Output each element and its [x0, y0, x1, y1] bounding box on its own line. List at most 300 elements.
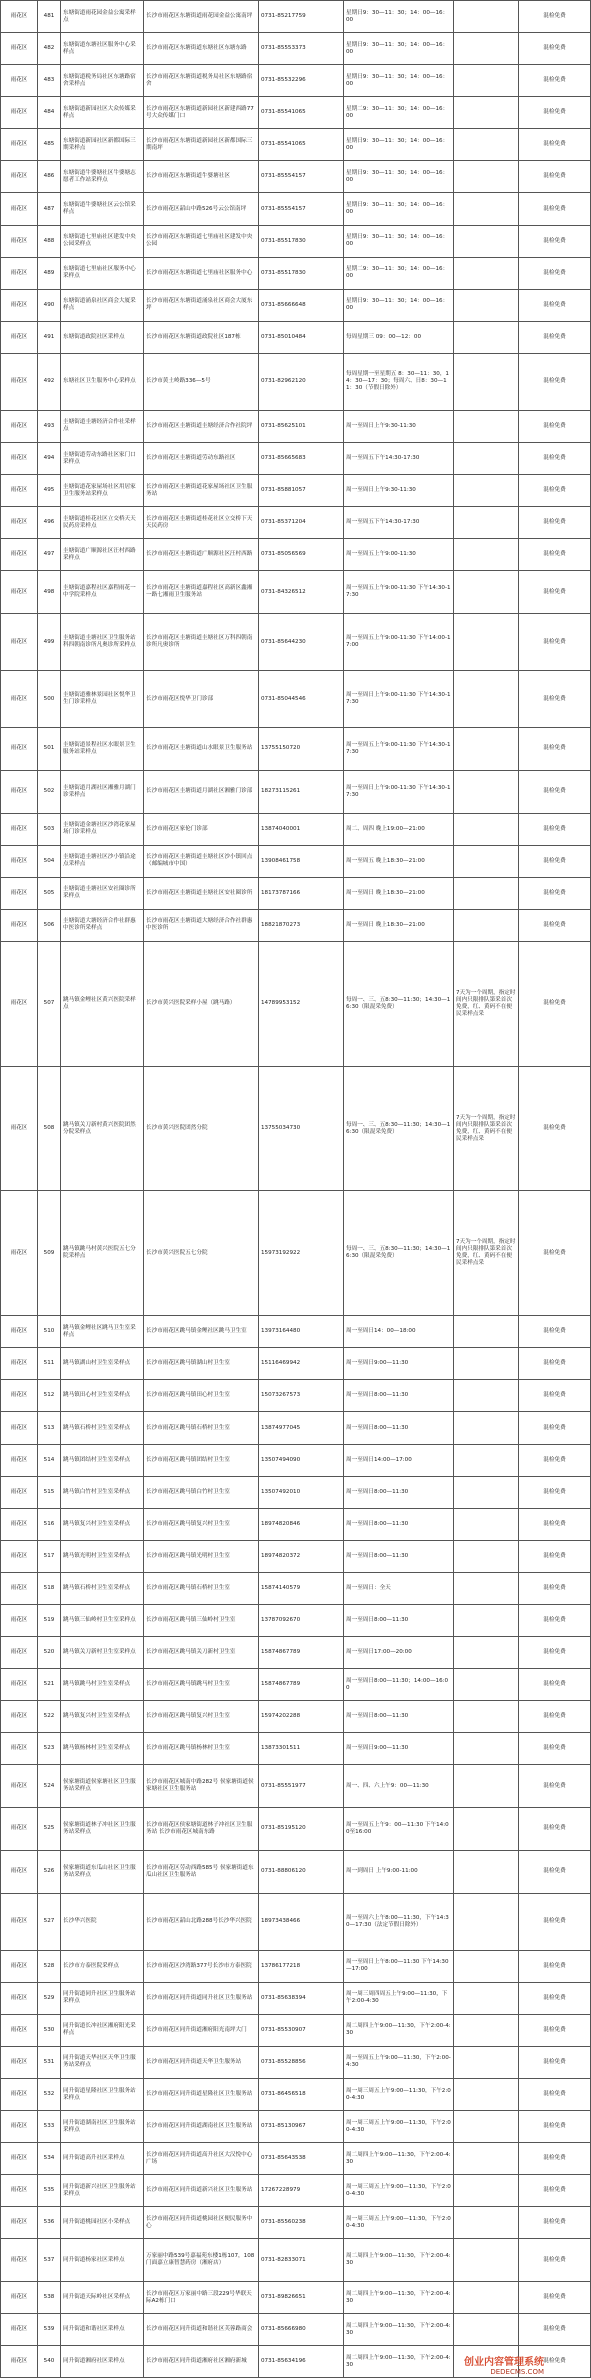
site-name-cell: 跳马镇石桥村卫生室采样点 [61, 1572, 144, 1604]
site-name-cell: 跳马镇关刀新村黄兴医院团然分院采样点 [61, 1066, 144, 1191]
site-name-cell: 东塘街道牛婆塘社区云公馆采样点 [61, 193, 144, 225]
phone-cell: 0731-85130967 [259, 2111, 344, 2143]
address-cell: 长沙市雨花区同升街道湘府阳光南坪大门 [144, 2014, 259, 2046]
number-cell: 497 [38, 539, 61, 571]
address-cell: 长沙市雨花区跳马镇关刀新村卫生室 [144, 1637, 259, 1669]
fee-cell: 混检免费 [519, 2314, 591, 2346]
note-cell [454, 728, 519, 771]
phone-cell: 0731-85541065 [259, 97, 344, 129]
table-row [1, 257, 591, 289]
table-row [1, 1508, 591, 1540]
phone-cell: 0731-85634196 [259, 2346, 344, 2378]
phone-cell: 0731-85644230 [259, 614, 344, 671]
hours-cell: 星期日9：30—11：30；14：00—16：00 [344, 33, 454, 65]
phone-cell: 13874977045 [259, 1412, 344, 1444]
number-cell: 529 [38, 1982, 61, 2014]
hours-cell: 周一至周五上午9:00-11:30 [344, 539, 454, 571]
site-name-cell: 侯家塘街道东瓜山社区卫生服务站采样点 [61, 1850, 144, 1893]
fee-cell: 混检免费 [519, 2046, 591, 2078]
note-cell [454, 2111, 519, 2143]
phone-cell: 0731-85541065 [259, 129, 344, 161]
phone-cell: 0731-85195120 [259, 1808, 344, 1851]
fee-cell: 混检免费 [519, 353, 591, 410]
note-cell [454, 2014, 519, 2046]
table-row [1, 353, 591, 410]
table-row [1, 770, 591, 813]
address-cell: 长沙市雨花区同升街道新兴社区卫生服务站 [144, 2175, 259, 2207]
hours-cell: 周一至周日8:00—11:30 [344, 1412, 454, 1444]
fee-cell: 混检免费 [519, 1808, 591, 1851]
number-cell: 514 [38, 1444, 61, 1476]
phone-cell: 13786177218 [259, 1950, 344, 1982]
number-cell: 520 [38, 1637, 61, 1669]
site-name-cell: 东塘街道涌泉社区商会大厦采样点 [61, 289, 144, 321]
table-row [1, 2014, 591, 2046]
number-cell: 524 [38, 1765, 61, 1808]
table-row [1, 1808, 591, 1851]
fee-cell: 混检免费 [519, 289, 591, 321]
site-name-cell: 同升街道湖南社区卫生服务站采样点 [61, 2111, 144, 2143]
district-cell: 雨花区 [1, 1604, 38, 1636]
district-cell: 雨花区 [1, 65, 38, 97]
district-cell: 雨花区 [1, 33, 38, 65]
site-name-cell: 圭塘街道圭塘经济合作社采样点 [61, 410, 144, 442]
site-name-cell: 侯家塘街道林子冲社区卫生服务站采样点 [61, 1808, 144, 1851]
note-cell [454, 1950, 519, 1982]
table-row [1, 1348, 591, 1380]
note-cell [454, 1765, 519, 1808]
district-cell: 雨花区 [1, 1893, 38, 1950]
district-cell: 雨花区 [1, 2175, 38, 2207]
fee-cell: 混检免费 [519, 225, 591, 257]
site-name-cell: 东塘街道税务局社区东塘路宿舍采样点 [61, 65, 144, 97]
phone-cell: 15874867789 [259, 1669, 344, 1701]
table-row [1, 1604, 591, 1636]
hours-cell: 周二周四上午9:00—11:30，下午2:00-4:30 [344, 2346, 454, 2378]
hours-cell: 星期日9：30—11：30；14：00—16：00 [344, 65, 454, 97]
fee-cell: 混检免费 [519, 129, 591, 161]
fee-cell: 混检免费 [519, 813, 591, 845]
site-name-cell: 东塘街道牛婆塘社区牛婆塘志愿者工作站采样点 [61, 161, 144, 193]
number-cell: 534 [38, 2143, 61, 2175]
address-cell: 长沙市雨花区同升街道高升社区大汉悦中心广场 [144, 2143, 259, 2175]
hours-cell: 周一到周日 上午9:00-11:00 [344, 1850, 454, 1893]
number-cell: 486 [38, 161, 61, 193]
note-cell [454, 2282, 519, 2314]
site-name-cell: 东塘街道新园社区大众传媒采样点 [61, 97, 144, 129]
phone-cell: 0731-85044546 [259, 671, 344, 728]
table-row [1, 1191, 591, 1316]
table-row [1, 97, 591, 129]
phone-cell: 13755034730 [259, 1066, 344, 1191]
note-cell [454, 1669, 519, 1701]
district-cell: 雨花区 [1, 1191, 38, 1316]
watermark-logo [464, 2353, 544, 2376]
note-cell: 7天为一个周期，指定时间内只限排队第采首次免费，红、黄码不在便民采样点采 [454, 1066, 519, 1191]
hours-cell: 周二周四上午9:00—11:30，下午2:00-4:30 [344, 2014, 454, 2046]
hours-cell: 星期日9：30—11：30；14：00—16：00 [344, 289, 454, 321]
fee-cell: 混检免费 [519, 941, 591, 1066]
fee-cell: 混检免费 [519, 2239, 591, 2282]
address-cell: 长沙市雨花区劳动西路585号 侯家塘街道东瓜山社区卫生服务站 [144, 1850, 259, 1893]
address-cell: 长沙市雨花区东塘街道雨花园金益公寓南坪 [144, 1, 259, 33]
site-name-cell: 东塘街道政院社区采样点 [61, 321, 144, 353]
number-cell: 483 [38, 65, 61, 97]
number-cell: 536 [38, 2207, 61, 2239]
address-cell: 长沙市雨花区东塘街道新园社区新建西路77号大众传媒门口 [144, 97, 259, 129]
site-name-cell: 圭塘街道金塘社区沙湾花家屋场门诊采样点 [61, 813, 144, 845]
note-cell [454, 1540, 519, 1572]
address-cell: 长沙市黄兴医院团然分院 [144, 1066, 259, 1191]
site-name-cell: 圭塘街道圭塘社区沙小镇沿途点采样点 [61, 845, 144, 877]
note-cell [454, 1604, 519, 1636]
district-cell: 雨花区 [1, 442, 38, 474]
hours-cell: 周一至周日 晚上18:30—21:00 [344, 877, 454, 909]
fee-cell: 混检免费 [519, 770, 591, 813]
number-cell: 540 [38, 2346, 61, 2378]
hours-cell: 每周一、三、五8:30—11:30；14:30—16:30（限混采免费） [344, 941, 454, 1066]
address-cell: 长沙市雨花区同升街道天华卫生服务站 [144, 2046, 259, 2078]
note-cell [454, 1, 519, 33]
address-cell: 万家丽中路539号嘉福苑东楼1栋107，108门面嘉立康智慧药房（湘府店） [144, 2239, 259, 2282]
district-cell: 雨花区 [1, 1476, 38, 1508]
table-row [1, 1316, 591, 1348]
hours-cell: 周一、四、六上午9：00—11:30 [344, 1765, 454, 1808]
number-cell: 521 [38, 1669, 61, 1701]
table-row [1, 1572, 591, 1604]
note-cell [454, 909, 519, 941]
phone-cell: 13874040001 [259, 813, 344, 845]
table-row [1, 2111, 591, 2143]
site-name-cell: 圭塘街道景程社区水眼景卫生服务站采样点 [61, 728, 144, 771]
address-cell: 长沙市雨花区圭塘街道圭塘社区沙小镇回点（邮编城市中国） [144, 845, 259, 877]
fee-cell: 混检免费 [519, 1982, 591, 2014]
site-name-cell: 东塘街道雨花园金益公寓采样点 [61, 1, 144, 33]
number-cell: 523 [38, 1733, 61, 1765]
hours-cell: 周二周四上午9:00—11:30，下午2:00-4:30 [344, 2314, 454, 2346]
table-row [1, 1850, 591, 1893]
table-row [1, 507, 591, 539]
number-cell: 511 [38, 1348, 61, 1380]
address-cell: 长沙市雨花区东塘街道七里庙社区建发中央公园 [144, 225, 259, 257]
address-cell: 长沙市雨花区圭塘街道月湖社区湘雅门诊部 [144, 770, 259, 813]
site-name-cell: 同升街道星隆社区卫生服务站采样点 [61, 2078, 144, 2110]
phone-cell: 0731-85666980 [259, 2314, 344, 2346]
hours-cell: 周一周三周五上午9:00—11:30，下午2:00-4:30 [344, 2078, 454, 2110]
site-name-cell: 跳马镇三仙岭村卫生室采样点 [61, 1604, 144, 1636]
phone-cell: 0731-85554157 [259, 193, 344, 225]
table-row [1, 1, 591, 33]
number-cell: 513 [38, 1412, 61, 1444]
note-cell [454, 1982, 519, 2014]
phone-cell: 13507492010 [259, 1476, 344, 1508]
district-cell: 雨花区 [1, 2282, 38, 2314]
site-name-cell: 跳马镇田心村卫生室采样点 [61, 1380, 144, 1412]
number-cell: 522 [38, 1701, 61, 1733]
address-cell: 长沙市雨花区圭塘街道花家屋场社区卫生服务站 [144, 475, 259, 507]
hours-cell: 周一周三周五上午9:00—11:30，下午2:00-4:30 [344, 2175, 454, 2207]
hours-cell: 周一至周日8:00—11:30 [344, 1508, 454, 1540]
district-cell: 雨花区 [1, 257, 38, 289]
phone-cell: 0731-85517830 [259, 225, 344, 257]
district-cell: 雨花区 [1, 1412, 38, 1444]
phone-cell: 0731-85553373 [259, 33, 344, 65]
table-row [1, 1733, 591, 1765]
address-cell: 长沙市雨花区跳马镇石桥村卫生室 [144, 1572, 259, 1604]
district-cell: 雨花区 [1, 1066, 38, 1191]
district-cell: 雨花区 [1, 2207, 38, 2239]
note-cell [454, 1572, 519, 1604]
site-name-cell: 圭塘街道花家屋场社区用居家卫生服务站采样点 [61, 475, 144, 507]
note-cell [454, 225, 519, 257]
fee-cell: 混检免费 [519, 507, 591, 539]
site-name-cell: 跳马镇跳马村黄兴医院五七分院采样点 [61, 1191, 144, 1316]
fee-cell: 混检免费 [519, 845, 591, 877]
table-row [1, 2282, 591, 2314]
note-cell [454, 1476, 519, 1508]
fee-cell: 混检免费 [519, 671, 591, 728]
table-row [1, 877, 591, 909]
hours-cell: 周二周四上午9:00—11:30，下午2:00-4:30 [344, 2143, 454, 2175]
fee-cell: 混检免费 [519, 909, 591, 941]
phone-cell: 0731-85530907 [259, 2014, 344, 2046]
hours-cell: 周一至周日：全天 [344, 1572, 454, 1604]
phone-cell: 15874140579 [259, 1572, 344, 1604]
site-name-cell: 跳马镇复兴村卫生室采样点 [61, 1508, 144, 1540]
table-row [1, 813, 591, 845]
fee-cell: 混检免费 [519, 193, 591, 225]
table-row [1, 1982, 591, 2014]
district-cell: 雨花区 [1, 614, 38, 671]
hours-cell: 周一至周日上午9:00-11:30 下午14:30-17:30 [344, 671, 454, 728]
site-name-cell: 圭塘街道嘉程社区嘉程雨花一中学院采样点 [61, 571, 144, 614]
table-row [1, 2314, 591, 2346]
address-cell: 长沙市雨花区家伦门诊部 [144, 813, 259, 845]
district-cell: 雨花区 [1, 2078, 38, 2110]
hours-cell: 周一至周日8:00—11:30；14:00—16:00 [344, 1669, 454, 1701]
number-cell: 488 [38, 225, 61, 257]
fee-cell: 混检免费 [519, 2175, 591, 2207]
address-cell: 长沙市雨花区跳马镇团结村卫生室 [144, 1444, 259, 1476]
fee-cell: 混检免费 [519, 65, 591, 97]
hours-cell: 每周一、三、五8:30—11:30；14:30—16:30（限混采免费） [344, 1066, 454, 1191]
phone-cell: 15974202288 [259, 1701, 344, 1733]
address-cell: 长沙市雨花区东塘街道涌泉社区商会大厦东坪 [144, 289, 259, 321]
fee-cell: 混检免费 [519, 97, 591, 129]
district-cell: 雨花区 [1, 2111, 38, 2143]
site-name-cell: 跳马镇关刀新村卫生室采样点 [61, 1637, 144, 1669]
note-cell [454, 2239, 519, 2282]
hours-cell: 周一至周五下午14:30-17:30 [344, 442, 454, 474]
number-cell: 515 [38, 1476, 61, 1508]
note-cell [454, 1808, 519, 1851]
hours-cell: 星期二9：30—11：30；14：00—16：00 [344, 257, 454, 289]
hours-cell: 周一至周日14:00—17:00 [344, 1444, 454, 1476]
hours-cell: 周一周三周五上午9:00—11:30，下午2:00-4:30 [344, 2207, 454, 2239]
site-name-cell: 同升街道湘府社区采样点 [61, 2346, 144, 2378]
address-cell: 长沙市雨花区跳马镇三仙岭村卫生室 [144, 1604, 259, 1636]
number-cell: 512 [38, 1380, 61, 1412]
hours-cell: 周一周三周四周五上午9:00—11:30，下午2:00-4:30 [344, 1982, 454, 2014]
site-name-cell: 圭塘街道圭塘社区卫生服务站科四朝南诊所凡奥诊所采样点 [61, 614, 144, 671]
address-cell: 长沙市雨花区侯家塘街道林子冲社区卫生服务站 长沙市雨花区城南东路 [144, 1808, 259, 1851]
address-cell: 长沙市雨花区圭塘街道劳动东路社区 [144, 442, 259, 474]
address-cell: 长沙市雨花区韶山北路288号长沙华兴医院 [144, 1893, 259, 1950]
site-name-cell: 跳马镇复兴村卫生室采样点 [61, 1701, 144, 1733]
district-cell: 雨花区 [1, 1808, 38, 1851]
note-cell [454, 2078, 519, 2110]
note-cell [454, 2175, 519, 2207]
table-row [1, 410, 591, 442]
district-cell: 雨花区 [1, 877, 38, 909]
hours-cell: 星期日9：30—11：30；14：00—16：00 [344, 193, 454, 225]
number-cell: 533 [38, 2111, 61, 2143]
site-name-cell: 同升街道高升社区采样点 [61, 2143, 144, 2175]
phone-cell: 13507494090 [259, 1444, 344, 1476]
number-cell: 499 [38, 614, 61, 671]
address-cell: 长沙市雨花区东塘街道牛婆塘社区 [144, 161, 259, 193]
number-cell: 482 [38, 33, 61, 65]
watermark-title: 创业内容管理系统 [464, 2357, 544, 2368]
phone-cell: 0731-85056569 [259, 539, 344, 571]
table-row [1, 1412, 591, 1444]
district-cell: 雨花区 [1, 1982, 38, 2014]
number-cell: 506 [38, 909, 61, 941]
number-cell: 518 [38, 1572, 61, 1604]
address-cell: 长沙市雨花区同升街道星隆社区卫生服务站 [144, 2078, 259, 2110]
table-row [1, 1540, 591, 1572]
fee-cell: 混检免费 [519, 1, 591, 33]
note-cell [454, 2046, 519, 2078]
number-cell: 498 [38, 571, 61, 614]
table-row [1, 1380, 591, 1412]
number-cell: 503 [38, 813, 61, 845]
district-cell: 雨花区 [1, 129, 38, 161]
phone-cell: 0731-88806120 [259, 1850, 344, 1893]
site-name-cell: 同升街道新兴社区卫生服务站采样点 [61, 2175, 144, 2207]
note-cell [454, 1412, 519, 1444]
table-row [1, 1444, 591, 1476]
table-row [1, 1669, 591, 1701]
hours-cell: 周一至周日8:00—11:30 [344, 1701, 454, 1733]
site-name-cell: 侯家塘街道侯家塘社区卫生服务站采样点 [61, 1765, 144, 1808]
table-row [1, 909, 591, 941]
table-row [1, 321, 591, 353]
note-cell [454, 193, 519, 225]
note-cell [454, 129, 519, 161]
phone-cell: 0731-85638394 [259, 1982, 344, 2014]
phone-cell: 0731-85517830 [259, 257, 344, 289]
phone-cell: 0731-82962120 [259, 353, 344, 410]
note-cell [454, 410, 519, 442]
number-cell: 494 [38, 442, 61, 474]
site-name-cell: 同升街道同升社区卫生服务站采样点 [61, 1982, 144, 2014]
address-cell: 长沙市雨花区城南中路282号 侯家塘街道侯家塘社区卫生服务站 [144, 1765, 259, 1808]
fee-cell: 混检免费 [519, 1191, 591, 1316]
table-row [1, 1893, 591, 1950]
note-cell [454, 1348, 519, 1380]
address-cell: 长沙市雨花区圭塘街道桂花社区立交桥下天天民药房 [144, 507, 259, 539]
site-name-cell: 圭塘街道桂花社区立交桥天天民药房采样点 [61, 507, 144, 539]
address-cell: 长沙市雨花区跳马镇湖山村卫生室 [144, 1348, 259, 1380]
table-row [1, 2239, 591, 2282]
phone-cell: 13873301511 [259, 1733, 344, 1765]
table-row [1, 161, 591, 193]
district-cell: 雨花区 [1, 2143, 38, 2175]
district-cell: 雨花区 [1, 1348, 38, 1380]
table-row [1, 671, 591, 728]
fee-cell: 混检免费 [519, 1765, 591, 1808]
phone-cell: 0731-85217759 [259, 1, 344, 33]
hours-cell: 星期日9：30—11：30；14：00—16：00 [344, 129, 454, 161]
hours-cell: 周二、周四 晚上19:00—21:00 [344, 813, 454, 845]
number-cell: 501 [38, 728, 61, 771]
district-cell: 雨花区 [1, 2239, 38, 2282]
district-cell: 雨花区 [1, 1380, 38, 1412]
fee-cell: 混检免费 [519, 257, 591, 289]
phone-cell: 0731-85371204 [259, 507, 344, 539]
number-cell: 493 [38, 410, 61, 442]
fee-cell: 混检免费 [519, 1476, 591, 1508]
note-cell [454, 321, 519, 353]
address-cell: 长沙市雨花区韶山中路526号云公馆南坪 [144, 193, 259, 225]
note-cell [454, 1444, 519, 1476]
hours-cell: 周一至周日8:00—11:30 [344, 1540, 454, 1572]
hours-cell: 周一至周日14：00—18:00 [344, 1316, 454, 1348]
address-cell: 长沙市雨花区同升街道湖南社区卫生服务站 [144, 2111, 259, 2143]
fee-cell: 混检免费 [519, 442, 591, 474]
note-cell [454, 442, 519, 474]
hours-cell: 周一至周五下午14:30-17:30 [344, 507, 454, 539]
fee-cell: 混检免费 [519, 1604, 591, 1636]
fee-cell: 混检免费 [519, 1893, 591, 1950]
phone-cell: 0731-85528856 [259, 2046, 344, 2078]
table-row [1, 1637, 591, 1669]
fee-cell: 混检免费 [519, 2014, 591, 2046]
phone-cell: 0731-85643538 [259, 2143, 344, 2175]
table-row [1, 2207, 591, 2239]
fee-cell: 混检免费 [519, 410, 591, 442]
fee-cell: 混检免费 [519, 539, 591, 571]
note-cell [454, 353, 519, 410]
district-cell: 雨花区 [1, 353, 38, 410]
district-cell: 雨花区 [1, 770, 38, 813]
table-row [1, 225, 591, 257]
number-cell: 516 [38, 1508, 61, 1540]
hours-cell: 周一至周五上午9:00-11:30 下午14:30-17:30 [344, 728, 454, 771]
address-cell: 长沙市雨花区圭塘街道广顺源社区汪村西路 [144, 539, 259, 571]
address-cell: 长沙市黄兴医院五七分院 [144, 1191, 259, 1316]
number-cell: 481 [38, 1, 61, 33]
fee-cell: 混检免费 [519, 1316, 591, 1348]
address-cell: 长沙市雨花区跳马镇光明村卫生室 [144, 1540, 259, 1572]
hours-cell: 周一至周日9:00—11:30 [344, 1348, 454, 1380]
site-name-cell: 东塘街道七里庙社区服务中心采样点 [61, 257, 144, 289]
district-cell: 雨花区 [1, 2014, 38, 2046]
site-name-cell: 圭塘街道圭塘社区安社圈诊所采样点 [61, 877, 144, 909]
phone-cell: 13755150720 [259, 728, 344, 771]
district-cell: 雨花区 [1, 1765, 38, 1808]
number-cell: 492 [38, 353, 61, 410]
address-cell: 长沙市雨花区圭塘街道山水眼景卫生服务站 [144, 728, 259, 771]
district-cell: 雨花区 [1, 813, 38, 845]
address-cell: 长沙市黄兴医院采样小屋（跳马路） [144, 941, 259, 1066]
number-cell: 517 [38, 1540, 61, 1572]
phone-cell: 0731-85666648 [259, 289, 344, 321]
hours-cell: 周一至周日8:00—11:30 [344, 1380, 454, 1412]
site-name-cell: 圭塘街道大塘经济合作社群惠中医诊所采样点 [61, 909, 144, 941]
address-cell: 长沙市雨花区跳马镇复兴村卫生室 [144, 1701, 259, 1733]
